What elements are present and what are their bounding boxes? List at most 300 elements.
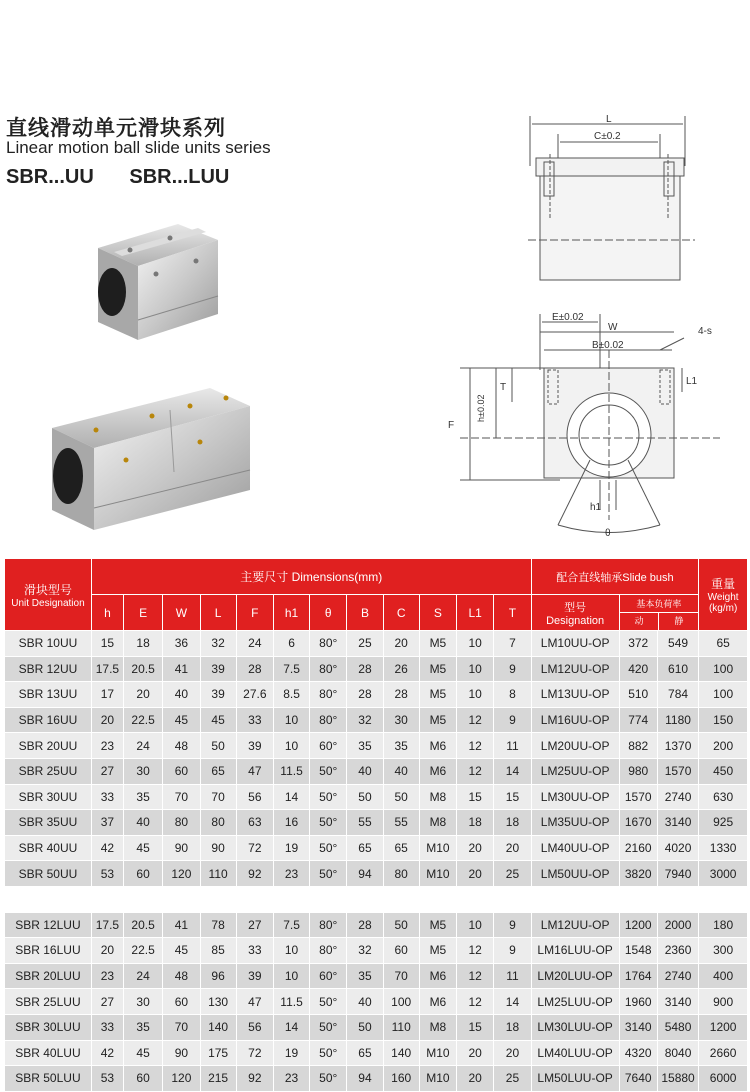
cell-L1: 12 xyxy=(457,963,494,989)
table-row xyxy=(5,631,748,657)
cell-load-static: 2740 xyxy=(657,784,698,810)
cell-S: M5 xyxy=(419,631,456,657)
cell-W: 40 xyxy=(163,682,200,708)
cell-load-static: 2740 xyxy=(657,963,698,989)
col-E: E xyxy=(123,595,162,631)
cell-designation: LM20UU-OP xyxy=(531,733,619,759)
table-separator-cell xyxy=(5,886,748,912)
cell-h: 20 xyxy=(91,938,123,964)
cell-L1: 10 xyxy=(457,656,494,682)
cell-weight: 450 xyxy=(699,758,748,784)
cell-h1: 10 xyxy=(273,938,309,964)
cell-T: 18 xyxy=(494,810,531,836)
cell-S: M10 xyxy=(419,1066,456,1092)
cell-theta: 80° xyxy=(310,912,347,938)
cell-weight: 6000 xyxy=(699,1066,748,1092)
cell-W: 36 xyxy=(163,631,200,657)
cell-E: 60 xyxy=(123,861,162,887)
cell-unit: SBR 50UU xyxy=(5,861,92,887)
cell-h1: 6 xyxy=(273,631,309,657)
table-row xyxy=(5,784,748,810)
header-slide-bush: 配合直线轴承Slide bush xyxy=(531,559,699,595)
cell-unit: SBR 12LUU xyxy=(5,912,92,938)
cell-F: 27 xyxy=(236,912,273,938)
cell-L: 96 xyxy=(200,963,236,989)
cell-F: 39 xyxy=(236,963,273,989)
cell-W: 90 xyxy=(163,1040,200,1066)
cell-load-static: 610 xyxy=(657,656,698,682)
cell-F: 47 xyxy=(236,989,273,1015)
table-row xyxy=(5,682,748,708)
cell-load-dynamic: 1200 xyxy=(619,912,657,938)
cell-W: 45 xyxy=(163,938,200,964)
header-unit-designation xyxy=(5,559,92,631)
cell-load-static: 1180 xyxy=(657,707,698,733)
cell-B: 94 xyxy=(347,861,383,887)
cell-F: 39 xyxy=(236,733,273,759)
cell-h: 27 xyxy=(91,758,123,784)
table-row xyxy=(5,656,748,682)
cell-L: 130 xyxy=(200,989,236,1015)
cell-B: 28 xyxy=(347,656,383,682)
header-designation-en: Designation xyxy=(546,614,605,627)
table-row xyxy=(5,938,748,964)
cell-E: 22.5 xyxy=(123,707,162,733)
spec-table xyxy=(4,558,748,1092)
cell-theta: 50° xyxy=(310,810,347,836)
cell-unit: SBR 20UU xyxy=(5,733,92,759)
cell-h1: 19 xyxy=(273,1040,309,1066)
cell-designation: LM13UU-OP xyxy=(531,682,619,708)
cell-L: 78 xyxy=(200,912,236,938)
table-row xyxy=(5,707,748,733)
cell-E: 30 xyxy=(123,758,162,784)
cell-C: 160 xyxy=(383,1066,419,1092)
cell-L: 215 xyxy=(200,1066,236,1092)
cell-unit: SBR 40LUU xyxy=(5,1040,92,1066)
cell-weight: 400 xyxy=(699,963,748,989)
cell-F: 33 xyxy=(236,938,273,964)
cell-F: 63 xyxy=(236,810,273,836)
cell-designation: LM12UU-OP xyxy=(531,656,619,682)
cell-C: 110 xyxy=(383,1014,419,1040)
cell-L: 140 xyxy=(200,1014,236,1040)
cell-S: M5 xyxy=(419,938,456,964)
label-L1: L1 xyxy=(686,376,698,387)
cell-weight: 2660 xyxy=(699,1040,748,1066)
cell-C: 65 xyxy=(383,835,419,861)
cell-h1: 10 xyxy=(273,733,309,759)
cell-weight: 100 xyxy=(699,656,748,682)
cell-L: 85 xyxy=(200,938,236,964)
product-photo-sbr-luu xyxy=(40,380,255,540)
cell-B: 35 xyxy=(347,963,383,989)
cell-designation: LM12UU-OP xyxy=(531,912,619,938)
cell-B: 40 xyxy=(347,989,383,1015)
col-B: B xyxy=(347,595,383,631)
cell-designation: LM25LUU-OP xyxy=(531,989,619,1015)
cell-E: 20 xyxy=(123,682,162,708)
cell-theta: 60° xyxy=(310,733,347,759)
cell-F: 24 xyxy=(236,631,273,657)
label-W: W xyxy=(608,322,618,333)
cell-load-dynamic: 774 xyxy=(619,707,657,733)
cell-C: 140 xyxy=(383,1040,419,1066)
cell-load-static: 784 xyxy=(657,682,698,708)
cell-designation: LM30LUU-OP xyxy=(531,1014,619,1040)
cell-C: 55 xyxy=(383,810,419,836)
model-names xyxy=(6,166,259,189)
cell-S: M6 xyxy=(419,758,456,784)
model-luu: SBR...LUU xyxy=(129,166,230,188)
cell-F: 28 xyxy=(236,656,273,682)
drawing-side-view xyxy=(520,110,705,290)
cell-L1: 15 xyxy=(457,1014,494,1040)
cell-L1: 20 xyxy=(457,835,494,861)
cell-E: 35 xyxy=(123,784,162,810)
header-load: 基本负荷率 xyxy=(620,596,699,613)
drawing-front-view xyxy=(440,310,730,540)
cell-T: 25 xyxy=(494,1066,531,1092)
cell-theta: 50° xyxy=(310,1040,347,1066)
cell-C: 30 xyxy=(383,707,419,733)
cell-h1: 10 xyxy=(273,707,309,733)
header-unit-zh: 滑块型号 xyxy=(23,582,72,597)
label-T: T xyxy=(500,382,507,393)
cell-load-dynamic: 1570 xyxy=(619,784,657,810)
cell-L1: 20 xyxy=(457,1066,494,1092)
cell-load-static: 15880 xyxy=(657,1066,698,1092)
cell-h1: 23 xyxy=(273,1066,309,1092)
cell-theta: 50° xyxy=(310,758,347,784)
cell-h: 15 xyxy=(91,631,123,657)
label-C: C±0.2 xyxy=(594,131,621,142)
col-W: W xyxy=(163,595,200,631)
cell-theta: 50° xyxy=(310,1066,347,1092)
cell-weight: 65 xyxy=(699,631,748,657)
cell-h1: 11.5 xyxy=(273,758,309,784)
col-L1: L1 xyxy=(457,595,494,631)
cell-W: 60 xyxy=(163,758,200,784)
cell-designation: LM25UU-OP xyxy=(531,758,619,784)
cell-theta: 60° xyxy=(310,963,347,989)
cell-theta: 50° xyxy=(310,861,347,887)
cell-W: 70 xyxy=(163,1014,200,1040)
cell-E: 22.5 xyxy=(123,938,162,964)
cell-weight: 150 xyxy=(699,707,748,733)
cell-h: 33 xyxy=(91,784,123,810)
cell-C: 28 xyxy=(383,682,419,708)
cell-W: 60 xyxy=(163,989,200,1015)
cell-T: 9 xyxy=(494,912,531,938)
cell-E: 60 xyxy=(123,1066,162,1092)
cell-weight: 900 xyxy=(699,989,748,1015)
col-h1: h1 xyxy=(273,595,309,631)
cell-unit: SBR 30UU xyxy=(5,784,92,810)
cell-weight: 100 xyxy=(699,682,748,708)
table-row xyxy=(5,835,748,861)
cell-designation: LM10UU-OP xyxy=(531,631,619,657)
cell-L1: 15 xyxy=(457,784,494,810)
table-row xyxy=(5,1040,748,1066)
cell-E: 40 xyxy=(123,810,162,836)
cell-T: 11 xyxy=(494,733,531,759)
cell-h1: 19 xyxy=(273,835,309,861)
cell-C: 80 xyxy=(383,861,419,887)
cell-theta: 80° xyxy=(310,631,347,657)
cell-F: 72 xyxy=(236,835,273,861)
header-unit-en: Unit Designation xyxy=(11,597,85,609)
table-row xyxy=(5,810,748,836)
cell-L1: 12 xyxy=(457,938,494,964)
label-F: F xyxy=(448,420,455,431)
cell-load-static: 549 xyxy=(657,631,698,657)
table-row xyxy=(5,1014,748,1040)
cell-F: 27.6 xyxy=(236,682,273,708)
cell-load-dynamic: 3820 xyxy=(619,861,657,887)
title-english: Linear motion ball slide units series xyxy=(6,138,271,157)
cell-theta: 50° xyxy=(310,784,347,810)
cell-T: 9 xyxy=(494,707,531,733)
cell-unit: SBR 35UU xyxy=(5,810,92,836)
cell-L1: 10 xyxy=(457,682,494,708)
col-T: T xyxy=(494,595,531,631)
cell-load-dynamic: 7640 xyxy=(619,1066,657,1092)
table-separator xyxy=(5,886,748,912)
cell-C: 50 xyxy=(383,912,419,938)
cell-unit: SBR 30LUU xyxy=(5,1014,92,1040)
cell-S: M6 xyxy=(419,733,456,759)
cell-designation: LM20LUU-OP xyxy=(531,963,619,989)
cell-h: 42 xyxy=(91,1040,123,1066)
cell-unit: SBR 20LUU xyxy=(5,963,92,989)
table-row xyxy=(5,861,748,887)
cell-h: 17.5 xyxy=(91,656,123,682)
cell-F: 56 xyxy=(236,784,273,810)
cell-load-static: 1570 xyxy=(657,758,698,784)
cell-weight: 1200 xyxy=(699,1014,748,1040)
cell-E: 45 xyxy=(123,1040,162,1066)
cell-L: 80 xyxy=(200,810,236,836)
cell-h: 17.5 xyxy=(91,912,123,938)
cell-C: 26 xyxy=(383,656,419,682)
header-weight xyxy=(699,559,748,631)
cell-S: M6 xyxy=(419,963,456,989)
cell-L1: 20 xyxy=(457,861,494,887)
col-F: F xyxy=(236,595,273,631)
cell-load-static: 3140 xyxy=(657,810,698,836)
cell-load-dynamic: 3140 xyxy=(619,1014,657,1040)
cell-B: 50 xyxy=(347,784,383,810)
cell-T: 18 xyxy=(494,1014,531,1040)
cell-designation: LM40UU-OP xyxy=(531,835,619,861)
header-dynamic: 动 xyxy=(620,613,660,630)
cell-F: 47 xyxy=(236,758,273,784)
cell-T: 7 xyxy=(494,631,531,657)
cell-unit: SBR 16LUU xyxy=(5,938,92,964)
cell-h1: 7.5 xyxy=(273,912,309,938)
cell-load-dynamic: 1960 xyxy=(619,989,657,1015)
cell-B: 94 xyxy=(347,1066,383,1092)
cell-weight: 630 xyxy=(699,784,748,810)
cell-T: 11 xyxy=(494,963,531,989)
cell-h: 53 xyxy=(91,1066,123,1092)
table-row xyxy=(5,733,748,759)
cell-F: 92 xyxy=(236,861,273,887)
cell-theta: 80° xyxy=(310,707,347,733)
cell-load-static: 8040 xyxy=(657,1040,698,1066)
cell-S: M5 xyxy=(419,682,456,708)
cell-B: 65 xyxy=(347,835,383,861)
cell-B: 65 xyxy=(347,1040,383,1066)
cell-h1: 16 xyxy=(273,810,309,836)
cell-L1: 10 xyxy=(457,912,494,938)
cell-weight: 3000 xyxy=(699,861,748,887)
cell-T: 8 xyxy=(494,682,531,708)
model-uu: SBR...UU xyxy=(6,166,94,188)
cell-C: 50 xyxy=(383,784,419,810)
cell-S: M10 xyxy=(419,861,456,887)
cell-S: M5 xyxy=(419,656,456,682)
cell-load-dynamic: 1764 xyxy=(619,963,657,989)
cell-weight: 300 xyxy=(699,938,748,964)
cell-load-dynamic: 1548 xyxy=(619,938,657,964)
cell-unit: SBR 13UU xyxy=(5,682,92,708)
label-B: B±0.02 xyxy=(592,340,624,351)
cell-E: 45 xyxy=(123,835,162,861)
cell-S: M8 xyxy=(419,784,456,810)
cell-L: 32 xyxy=(200,631,236,657)
cell-W: 41 xyxy=(163,912,200,938)
cell-L1: 20 xyxy=(457,1040,494,1066)
cell-S: M10 xyxy=(419,835,456,861)
cell-unit: SBR 25LUU xyxy=(5,989,92,1015)
label-E: E±0.02 xyxy=(552,312,584,323)
col-L: L xyxy=(200,595,236,631)
cell-W: 41 xyxy=(163,656,200,682)
cell-T: 15 xyxy=(494,784,531,810)
cell-weight: 1330 xyxy=(699,835,748,861)
cell-L: 50 xyxy=(200,733,236,759)
header-static: 静 xyxy=(674,615,684,626)
col-C: C xyxy=(383,595,419,631)
cell-load-static: 1370 xyxy=(657,733,698,759)
cell-B: 28 xyxy=(347,912,383,938)
cell-unit: SBR 40UU xyxy=(5,835,92,861)
cell-theta: 80° xyxy=(310,656,347,682)
cell-F: 92 xyxy=(236,1066,273,1092)
header-weight-zh: 重量 xyxy=(711,577,736,591)
cell-C: 40 xyxy=(383,758,419,784)
cell-h1: 7.5 xyxy=(273,656,309,682)
cell-W: 80 xyxy=(163,810,200,836)
cell-load-dynamic: 980 xyxy=(619,758,657,784)
cell-unit: SBR 25UU xyxy=(5,758,92,784)
cell-F: 72 xyxy=(236,1040,273,1066)
cell-h: 33 xyxy=(91,1014,123,1040)
cell-W: 90 xyxy=(163,835,200,861)
label-s: 4-s xyxy=(698,326,712,337)
cell-E: 18 xyxy=(123,631,162,657)
cell-load-dynamic: 882 xyxy=(619,733,657,759)
cell-theta: 80° xyxy=(310,682,347,708)
cell-T: 25 xyxy=(494,861,531,887)
cell-E: 20.5 xyxy=(123,656,162,682)
cell-designation: LM50LUU-OP xyxy=(531,1066,619,1092)
cell-h: 17 xyxy=(91,682,123,708)
cell-B: 55 xyxy=(347,810,383,836)
cell-L1: 12 xyxy=(457,989,494,1015)
header-load-rating xyxy=(619,595,699,631)
cell-W: 120 xyxy=(163,861,200,887)
title-chinese: 直线滑动单元滑块系列 xyxy=(6,116,226,140)
cell-h: 53 xyxy=(91,861,123,887)
cell-S: M5 xyxy=(419,912,456,938)
cell-S: M8 xyxy=(419,810,456,836)
cell-h1: 14 xyxy=(273,784,309,810)
cell-E: 35 xyxy=(123,1014,162,1040)
cell-E: 24 xyxy=(123,963,162,989)
cell-h: 27 xyxy=(91,989,123,1015)
label-theta: θ xyxy=(605,528,611,539)
cell-designation: LM40LUU-OP xyxy=(531,1040,619,1066)
col-S: S xyxy=(419,595,456,631)
cell-B: 28 xyxy=(347,682,383,708)
cell-h1: 14 xyxy=(273,1014,309,1040)
header-designation xyxy=(531,595,619,631)
cell-T: 9 xyxy=(494,656,531,682)
cell-theta: 50° xyxy=(310,1014,347,1040)
cell-C: 35 xyxy=(383,733,419,759)
cell-T: 20 xyxy=(494,835,531,861)
cell-theta: 80° xyxy=(310,938,347,964)
spec-table-body xyxy=(5,631,748,1092)
cell-W: 45 xyxy=(163,707,200,733)
cell-L1: 18 xyxy=(457,810,494,836)
cell-T: 14 xyxy=(494,989,531,1015)
cell-load-dynamic: 1670 xyxy=(619,810,657,836)
cell-E: 20.5 xyxy=(123,912,162,938)
cell-W: 70 xyxy=(163,784,200,810)
cell-load-dynamic: 4320 xyxy=(619,1040,657,1066)
cell-C: 100 xyxy=(383,989,419,1015)
cell-load-static: 2360 xyxy=(657,938,698,964)
cell-L: 90 xyxy=(200,835,236,861)
cell-weight: 925 xyxy=(699,810,748,836)
cell-load-dynamic: 2160 xyxy=(619,835,657,861)
cell-C: 20 xyxy=(383,631,419,657)
cell-T: 14 xyxy=(494,758,531,784)
cell-unit: SBR 50LUU xyxy=(5,1066,92,1092)
header-weight-en: Weight (kg/m) xyxy=(707,592,739,614)
cell-E: 24 xyxy=(123,733,162,759)
cell-L: 70 xyxy=(200,784,236,810)
cell-h: 42 xyxy=(91,835,123,861)
cell-S: M6 xyxy=(419,989,456,1015)
cell-h1: 23 xyxy=(273,861,309,887)
cell-B: 35 xyxy=(347,733,383,759)
cell-L: 175 xyxy=(200,1040,236,1066)
cell-L1: 12 xyxy=(457,707,494,733)
cell-B: 40 xyxy=(347,758,383,784)
cell-load-static: 5480 xyxy=(657,1014,698,1040)
cell-designation: LM30UU-OP xyxy=(531,784,619,810)
cell-T: 9 xyxy=(494,938,531,964)
table-row xyxy=(5,989,748,1015)
cell-L: 39 xyxy=(200,682,236,708)
cell-load-dynamic: 372 xyxy=(619,631,657,657)
table-row xyxy=(5,1066,748,1092)
